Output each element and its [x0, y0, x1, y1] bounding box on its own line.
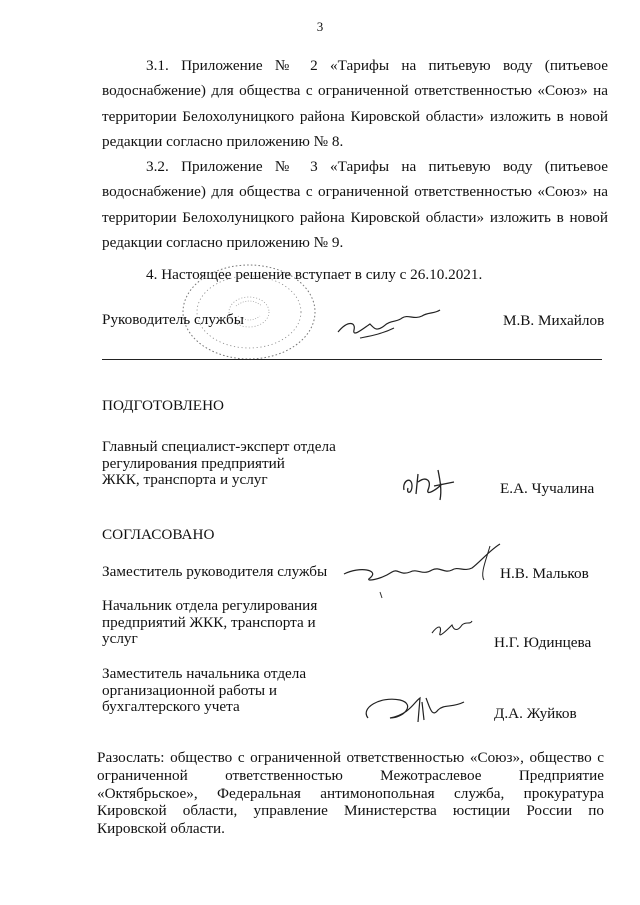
- distribution-line: Кировской области.: [97, 820, 225, 838]
- page-number: 3: [316, 19, 324, 34]
- paragraph-line: редакции согласно приложению № 8.: [102, 132, 344, 150]
- position-line: предприятий ЖКК, транспорта и: [102, 613, 316, 631]
- distribution-line: ограниченной ответственностью Межотраслевое Предприятие: [97, 766, 604, 784]
- prepared-signature: [398, 460, 466, 502]
- paragraph-line: 3.1. Приложение № 2 «Тарифы на питьевую воду (питьевое: [146, 57, 608, 74]
- paragraph-3-1: [102, 53, 608, 154]
- paragraph-line: 3.2. Приложение № 3 «Тарифы на питьевую воду (питьевое: [146, 158, 608, 175]
- paragraph-3-2: [102, 154, 608, 255]
- distribution-list: [97, 749, 604, 838]
- position-line: Главный специалист-эксперт отдела: [102, 438, 336, 455]
- agreed-position-1: Заместитель руководителя службы: [102, 563, 328, 580]
- paragraph-line: территории Белохолуницкого района Кировской области» изложить в новой: [102, 107, 608, 125]
- agreed-signature-2: [428, 615, 476, 641]
- prepared-name: Е.А. Чучалина: [500, 480, 595, 497]
- paragraph-4: 4. Настоящее решение вступает в силу с 26.10.2021.: [146, 266, 483, 283]
- head-name: М.В. Михайлов: [503, 312, 605, 329]
- head-signature: [330, 298, 450, 348]
- agreed-signature-3: [360, 688, 470, 728]
- agreed-position-2: [102, 598, 317, 648]
- agreed-name-2: Н.Г. Юдинцева: [494, 634, 592, 651]
- prepared-position: [102, 439, 336, 489]
- paragraph-line: территории Белохолуницкого района Кировской области» изложить в новой: [102, 208, 608, 226]
- position-line: услуг: [102, 630, 138, 647]
- position-line: ЖКК, транспорта и услуг: [102, 471, 268, 488]
- position-line: Начальник отдела регулирования: [102, 597, 318, 614]
- agreed-heading: СОГЛАСОВАНО: [102, 526, 215, 543]
- position-line: организационной работы и: [102, 681, 277, 699]
- prepared-heading: ПОДГОТОВЛЕНО: [102, 397, 225, 414]
- distribution-line: «Октябрьское», Федеральная антимонопольная служба, прокуратура: [97, 784, 604, 802]
- position-line: регулирования предприятий: [102, 454, 285, 472]
- head-position: Руководитель службы: [102, 311, 244, 328]
- agreed-position-3: [102, 666, 306, 716]
- paragraph-line: редакции согласно приложению № 9.: [102, 233, 344, 251]
- paragraph-line: водоснабжение) для общества с ограниченной ответственностью «Союз» на: [102, 82, 608, 100]
- agreed-name-1: Н.В. Мальков: [500, 565, 589, 582]
- distribution-line: Кировской области, управление Министерства юстиции России по: [97, 802, 604, 820]
- agreed-name-3: Д.А. Жуйков: [494, 705, 577, 722]
- paragraph-line: водоснабжение) для общества с ограниченной ответственностью «Союз» на: [102, 183, 608, 201]
- position-line: Заместитель начальника отдела: [102, 665, 307, 682]
- separator-line: [102, 359, 602, 360]
- position-line: бухгалтерского учета: [102, 698, 240, 715]
- distribution-line: Разослать: общество с ограниченной ответственностью «Союз», общество с: [97, 749, 604, 766]
- agreed-signature-1: [340, 540, 510, 600]
